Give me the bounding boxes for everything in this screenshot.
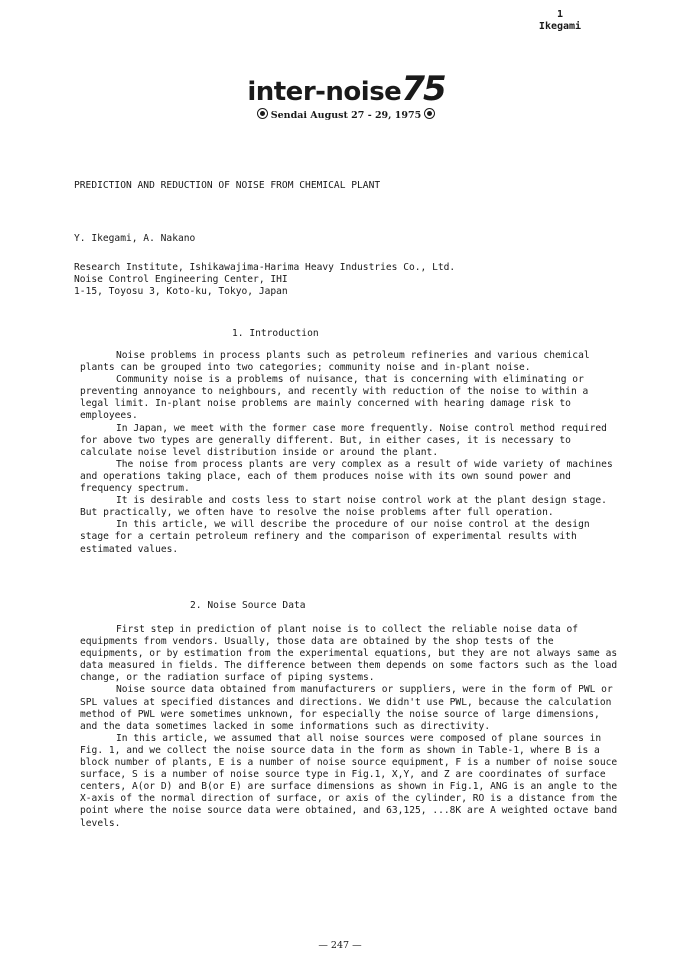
corner-page-number: 1 — [556, 9, 564, 20]
section-heading-noise-source-data: 2. Noise Source Data — [190, 600, 306, 611]
paragraph: First step in prediction of plant noise is to collect the reliable noise data of equipments from vendors. Usually, those data are obtained by the shop tests of the equipments, or by estimation from the experimental equations, but they are not always same as data measured in fields. The difference between them depends on some factors such as the load change, or the radiation surface of piping systems. — [80, 624, 618, 684]
conference-logo — [246, 69, 446, 121]
paragraph: Noise problems in process plants such as petroleum refineries and various chemical plants can be grouped into two categories; community noise and in-plant noise. — [80, 350, 590, 374]
affiliation-line: Research Institute, Ishikawajima-Harima Heavy Industries Co., Ltd. — [74, 262, 456, 273]
section-body-introduction — [80, 350, 620, 556]
affiliation-line: 1-15, Toyosu 3, Koto-ku, Tokyo, Japan — [74, 286, 288, 298]
paper-authors: Y. Ikegami, A. Nakano — [74, 233, 196, 244]
logo-subtitle: Sendai August 27 - 29, 1975 — [270, 110, 422, 121]
corner-author: Ikegami — [538, 21, 582, 32]
section-heading-introduction: 1. Introduction — [232, 328, 319, 339]
paragraph: In Japan, we meet with the former case more frequently. Noise control method required for above two types are generally different. But, in either cases, it is necessary to calculate noise level distribution inside or around the plant. — [80, 422, 607, 458]
section-body-noise-source-data — [80, 624, 620, 830]
logo-word: inter-noise — [247, 77, 402, 107]
paragraph: In this article, we will describe the procedure of our noise control at the design stage for a certain petroleum refinery and the comparison of experimental results with estimated values. — [80, 519, 590, 555]
emblem-icon — [257, 108, 268, 119]
paragraph: In this article, we assumed that all noise sources were composed of plane sources in Fig. 1, and we collect the noise source data in the form as shown in Table-1, where B is a block number of plants, E is a number of noise source equipment, F is a number of noise souce surface, S is a number of noise source type in Fig.1, X,Y, and Z are coordinates of surface centers, A(or D) and B(or E) are surface dimensions as shown in Fig.1, ANG is an angle to the X-axis of the normal direction of surface, or axis of the cylinder, RO is a distance from the point where the noise source data were obtained, and 63,125, ...8K are A weighted octave band levels. — [80, 732, 618, 829]
affiliation-line: Noise Control Engineering Center, IHI — [74, 274, 288, 286]
emblem-icon — [424, 108, 435, 119]
paper-affiliation — [74, 262, 455, 298]
page-footer: — 247 — — [318, 940, 362, 951]
page-corner — [520, 9, 600, 33]
logo-number: 75 — [401, 69, 445, 109]
paragraph: It is desirable and costs less to start noise control work at the plant design stage. But practically, we often have to resolve the noise problems after full operation. — [80, 495, 607, 519]
paper-title: PREDICTION AND REDUCTION OF NOISE FROM CHEMICAL PLANT — [74, 180, 381, 191]
paragraph: Noise source data obtained from manufacturers or suppliers, were in the form of PWL or SPL values at specified distances and directions. We didn't use PWL, because the calculation method of PWL were sometimes unknown, for especially the noise source of large dimensions, and the data sometimes lacked in some informations such as directivity. — [80, 684, 613, 732]
paragraph: The noise from process plants are very complex as a result of wide variety of machines and operations taking place, each of them produces noise with its own sound power and frequency spectrum. — [80, 458, 613, 495]
paragraph: Community noise is a problems of nuisance, that is concerning with eliminating or preventing annoyance to neighbours, and recently with reduction of the noise to within a legal limit. In-plant noise problems are mainly concerned with hearing damage risk to employees. — [80, 374, 589, 422]
